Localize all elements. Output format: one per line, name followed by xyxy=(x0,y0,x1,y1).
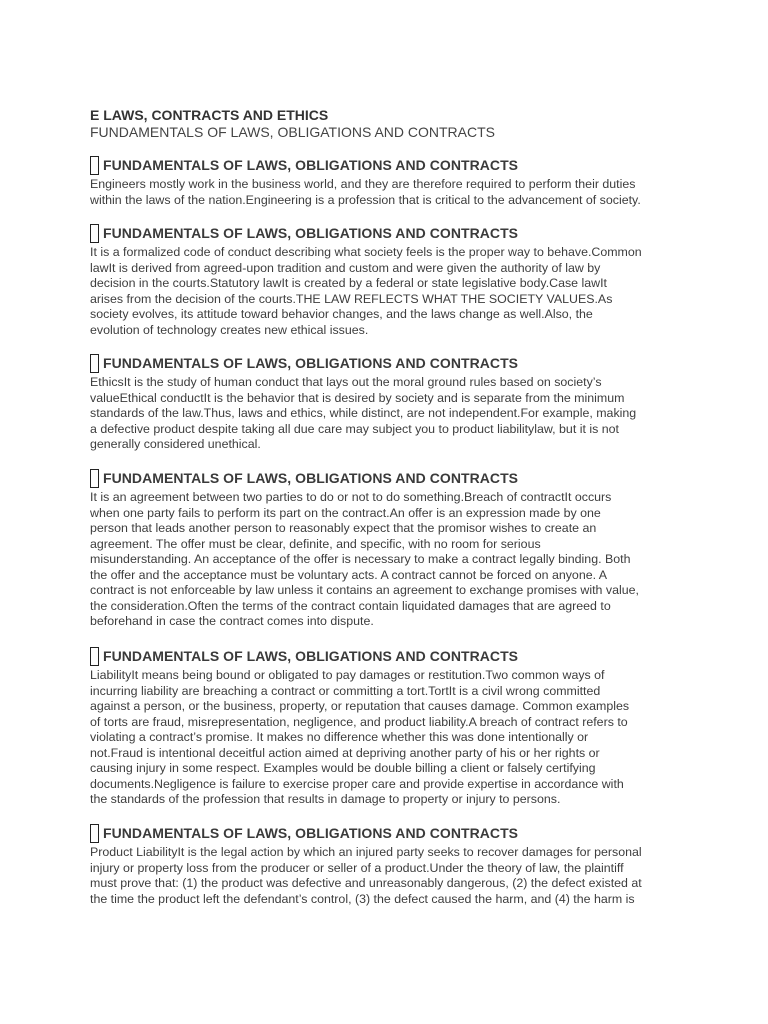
section-heading-row xyxy=(90,467,682,489)
body-line: violating a contract’s promise. It makes no difference whether this was done intentionally or xyxy=(90,730,589,745)
document-subtitle: FUNDAMENTALS OF LAWS, OBLIGATIONS AND CONTRACTS xyxy=(90,124,496,140)
placeholder-box-icon xyxy=(90,824,99,843)
body-line: Product LiabilityIt is the legal action by which an injured party seeks to recover damages for personal xyxy=(90,845,642,859)
section-body xyxy=(90,845,682,907)
body-line: the standards of the profession that results in damage to property or injury to persons. xyxy=(90,792,561,807)
body-line: contract is not enforceable by law unless it contains an agreement to exchange promises with value, xyxy=(90,583,639,598)
placeholder-box-icon xyxy=(90,224,99,243)
body-line: It is a formalized code of conduct describing what society feels is the proper way to behave.Common xyxy=(90,245,642,259)
body-line: generally considered unethical. xyxy=(90,437,261,452)
section-heading: FUNDAMENTALS OF LAWS, OBLIGATIONS AND CONTRACTS xyxy=(103,225,519,241)
section-heading: FUNDAMENTALS OF LAWS, OBLIGATIONS AND CONTRACTS xyxy=(103,470,519,486)
body-line: causing injury in some respect. Examples would be double billing a client or falsely certifying xyxy=(90,761,596,776)
body-line: must prove that: (1) the product was defective and unreasonably dangerous, (2) the defect existed at xyxy=(90,876,642,891)
body-line: It is an agreement between two parties to do or not to do something.Breach of contractIt occurs xyxy=(90,490,612,504)
section-heading-row xyxy=(90,154,682,176)
body-line: arises from the decision of the courts.THE LAW REFLECTS WHAT THE SOCIETY VALUES.As xyxy=(90,291,613,306)
body-line: when one party fails to perform its part on the contract.An offer is an expression made by one xyxy=(90,505,601,520)
placeholder-box-icon xyxy=(90,469,99,488)
placeholder-box-icon xyxy=(90,647,99,666)
body-line: misunderstanding. An acceptance of the offer is necessary to make a contract legally binding. Both xyxy=(90,552,631,567)
section-6 xyxy=(90,822,682,907)
body-line: not.Fraud is intentional deceitful action aimed at depriving another party of his or her rights or xyxy=(90,745,600,760)
body-line: the offer and the acceptance must be voluntary acts. A contract cannot be forced on anyone. A xyxy=(90,567,608,582)
body-line: LiabilityIt means being bound or obligated to pay damages or restitution.Two common ways of xyxy=(90,668,605,682)
body-line: incurring liability are breaching a contract or committing a tort.TortIt is a civil wrong committed xyxy=(90,683,601,698)
body-line: valueEthical conductIt is the behavior that is desired by society and is separate from the minimum xyxy=(90,390,625,405)
body-line: evolution of technology creates new ethical issues. xyxy=(90,322,369,337)
section-body xyxy=(90,177,682,208)
section-1 xyxy=(90,154,682,208)
body-line: society evolves, its attitude toward behavior changes, and the laws change as well.Also, the xyxy=(90,307,593,322)
section-5 xyxy=(90,645,682,808)
section-body xyxy=(90,668,682,808)
body-line: the time the product left the defendant’s control, (3) the defect caused the harm, and (4) the harm is xyxy=(90,891,635,906)
document-title: E LAWS, CONTRACTS AND ETHICS xyxy=(90,107,329,123)
section-heading: FUNDAMENTALS OF LAWS, OBLIGATIONS AND CONTRACTS xyxy=(103,355,519,371)
section-2 xyxy=(90,222,682,338)
section-heading: FUNDAMENTALS OF LAWS, OBLIGATIONS AND CONTRACTS xyxy=(103,825,519,841)
section-4 xyxy=(90,467,682,630)
body-line: standards of the law.Thus, laws and ethics, while distinct, are not independent.For example, making xyxy=(90,406,637,421)
document-header xyxy=(90,107,690,141)
body-line: beforehand in case the contract comes into dispute. xyxy=(90,614,374,629)
section-3 xyxy=(90,352,682,453)
section-heading: FUNDAMENTALS OF LAWS, OBLIGATIONS AND CONTRACTS xyxy=(103,648,519,664)
section-body xyxy=(90,375,682,453)
section-body xyxy=(90,245,682,338)
body-line: within the laws of the nation.Engineering is a profession that is critical to the advancement of society. xyxy=(90,192,641,207)
body-line: agreement. The offer must be clear, definite, and specific, with no room for serious xyxy=(90,536,541,551)
body-line: lawIt is derived from agreed-upon tradition and custom and were given the authority of law by xyxy=(90,260,601,275)
section-body xyxy=(90,490,682,630)
placeholder-box-icon xyxy=(90,156,99,175)
section-heading-row xyxy=(90,352,682,374)
body-line: a defective product despite taking all due care may subject you to product liabilitylaw, but it is not xyxy=(90,421,619,436)
body-line: decision in the courts.Statutory lawIt is created by a federal or state legislative body.Case lawIt xyxy=(90,276,607,291)
body-line: against a person, or the business, property, or reputation that causes damage. Common examples xyxy=(90,699,630,714)
section-heading-row xyxy=(90,222,682,244)
body-line: the consideration.Often the terms of the contract contain liquidated damages that are agreed to xyxy=(90,598,611,613)
body-line: EthicsIt is the study of human conduct that lays out the moral ground rules based on society’s xyxy=(90,375,602,389)
body-line: person that leads another person to reasonably expect that the promisor wishes to create an xyxy=(90,521,597,536)
section-heading-row xyxy=(90,645,682,667)
placeholder-box-icon xyxy=(90,354,99,373)
section-heading-row xyxy=(90,822,682,844)
body-line: Engineers mostly work in the business world, and they are therefore required to perform their duties xyxy=(90,177,636,191)
body-line: injury or property loss from the producer or seller of a product.Under the theory of law, the plaintiff xyxy=(90,860,624,875)
body-line: of torts are fraud, misrepresentation, negligence, and product liability.A breach of contract refers to xyxy=(90,714,628,729)
section-heading: FUNDAMENTALS OF LAWS, OBLIGATIONS AND CONTRACTS xyxy=(103,157,519,173)
body-line: documents.Negligence is failure to exercise proper care and provide expertise in accordance with xyxy=(90,776,624,791)
